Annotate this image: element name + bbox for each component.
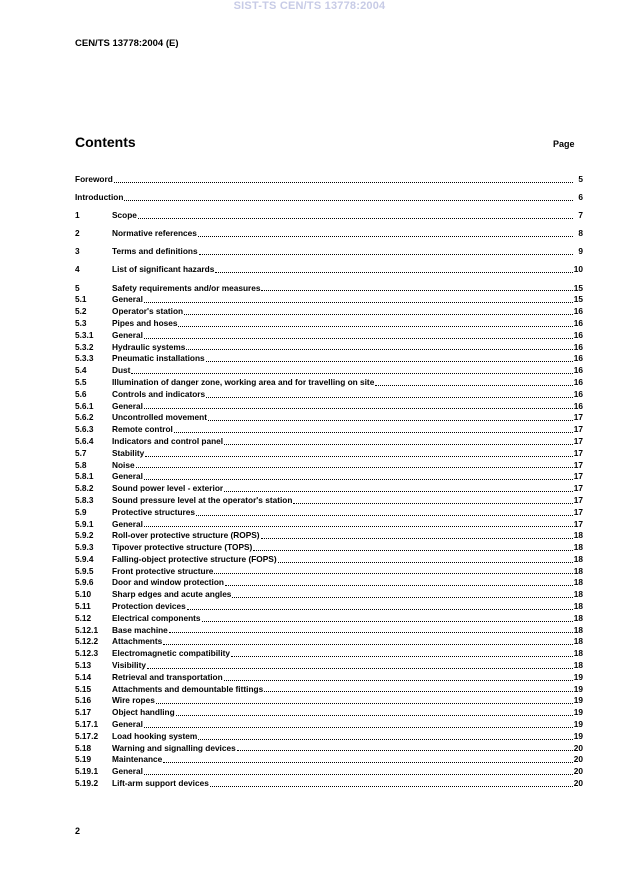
dot-leader: [144, 479, 573, 480]
toc-entry-page: 20: [573, 766, 583, 777]
toc-entry-number: 5.19: [75, 754, 92, 765]
toc-entry[interactable]: [75, 778, 583, 790]
dot-leader: [144, 727, 573, 728]
toc-entry[interactable]: [75, 436, 583, 448]
toc-entry-title: General: [112, 766, 143, 777]
page-title: Contents: [75, 134, 136, 150]
toc-entry-number: 5.8: [75, 459, 87, 470]
toc-entry-number: 1: [75, 210, 80, 221]
toc-entry-number: 5.9.1: [75, 518, 94, 529]
toc-entry-title: Sound pressure level at the operator's station: [112, 494, 293, 505]
toc-entry[interactable]: [75, 754, 583, 766]
toc-entry-page: 18: [573, 565, 583, 576]
toc-entry-title: Protective structures: [112, 506, 196, 517]
toc-entry-number: 5.6.1: [75, 400, 94, 411]
toc-entry-number: 5.4: [75, 365, 87, 376]
dot-leader: [237, 750, 573, 751]
toc-entry-number: 5.6: [75, 388, 87, 399]
toc-entry-title: Introduction: [75, 192, 124, 203]
toc-entry-title: General: [112, 400, 143, 411]
toc-entry-page: 17: [573, 494, 583, 505]
toc-entry-number: 5.8.2: [75, 483, 94, 494]
toc-entry-number: 5: [75, 282, 80, 293]
toc-entry-page: 20: [573, 754, 583, 765]
toc-entry[interactable]: [75, 318, 583, 330]
toc-entry[interactable]: [75, 577, 583, 589]
toc-entry-page: 18: [573, 636, 583, 647]
toc-entry-page: 19: [573, 730, 583, 741]
toc-entry-page: 18: [573, 624, 583, 635]
dot-leader: [196, 515, 573, 516]
toc-entry-number: 5.9.3: [75, 542, 94, 553]
toc-entry-number: 4: [75, 264, 80, 275]
toc-entry-title: Controls and indicators: [112, 388, 206, 399]
toc-entry[interactable]: [75, 246, 583, 258]
toc-entry-number: 5.12.2: [75, 636, 99, 647]
toc-entry-page: 19: [573, 719, 583, 730]
toc-entry-page: 16: [573, 341, 583, 352]
toc-entry-number: 5.9.4: [75, 553, 94, 564]
toc-entry-title: Maintenance: [112, 754, 163, 765]
toc-entry[interactable]: [75, 294, 583, 306]
toc-entry-page: 17: [573, 518, 583, 529]
toc-entry-number: 5.3.1: [75, 329, 94, 340]
toc-entry[interactable]: [75, 483, 583, 495]
dot-leader: [144, 774, 573, 775]
toc-entry-page: 10: [573, 264, 583, 275]
toc-entry-title: Attachments: [112, 636, 163, 647]
toc-entry-number: 3: [75, 246, 80, 257]
toc-entry-page: 9: [578, 246, 583, 257]
dot-leader: [264, 691, 573, 692]
toc-entry-page: 19: [573, 683, 583, 694]
toc-entry[interactable]: [75, 264, 583, 276]
toc-entry-title: Warning and signalling devices: [112, 742, 236, 753]
toc-entry-title: Foreword: [75, 174, 113, 184]
toc-entry-page: 18: [573, 589, 583, 600]
toc-entry-title: Visibility: [112, 660, 146, 671]
toc-entry[interactable]: [75, 743, 583, 755]
toc-entry[interactable]: [75, 601, 583, 613]
dot-leader: [144, 526, 573, 527]
dot-leader: [156, 703, 573, 704]
dot-leader: [261, 538, 573, 539]
toc-entry-title: Sharp edges and acute angles: [112, 589, 232, 600]
dot-leader: [163, 762, 573, 763]
toc-entry-page: 17: [573, 424, 583, 435]
toc-entry[interactable]: [75, 530, 583, 542]
toc-entry-page: 18: [573, 542, 583, 553]
toc-entry-page: 16: [573, 306, 583, 317]
toc-entry[interactable]: [75, 695, 583, 707]
toc-entry-number: 5.9.5: [75, 565, 94, 576]
dot-leader: [375, 385, 572, 386]
dot-leader: [124, 200, 573, 201]
dot-leader: [178, 326, 572, 327]
toc-entry-title: Front protective structure: [112, 565, 214, 576]
toc-entry[interactable]: [75, 353, 583, 365]
toc-entry-title: Roll-over protective structure (ROPS): [112, 530, 260, 541]
toc-entry-page: 7: [578, 210, 583, 221]
toc-entry-number: 5.17.1: [75, 719, 99, 730]
dot-leader: [136, 467, 573, 468]
toc-entry-number: 5.19.2: [75, 778, 99, 789]
toc-entry-number: 5.9.2: [75, 530, 94, 541]
toc-entry-page: 19: [573, 707, 583, 718]
dot-leader: [144, 338, 573, 339]
dot-leader: [231, 656, 573, 657]
toc-entry-page: 19: [573, 695, 583, 706]
toc-entry-title: Hydraulic systems: [112, 341, 186, 352]
toc-entry-title: Pipes and hoses: [112, 317, 178, 328]
dot-leader: [145, 456, 572, 457]
toc-entry[interactable]: [75, 401, 583, 413]
toc-entry[interactable]: [75, 566, 583, 578]
dot-leader: [224, 491, 573, 492]
toc-entry-page: 16: [573, 317, 583, 328]
dot-leader: [208, 420, 573, 421]
toc-entry-title: Illumination of danger zone, working area and for travelling on site: [112, 376, 375, 387]
toc-entry-page: 18: [573, 660, 583, 671]
toc-entry-title: Retrieval and transportation: [112, 671, 223, 682]
toc-entry-number: 5.19.1: [75, 766, 99, 777]
toc-entry-page: 17: [573, 459, 583, 470]
toc-entry[interactable]: [75, 471, 583, 483]
toc-entry-page: 16: [573, 388, 583, 399]
toc-entry[interactable]: [75, 342, 583, 354]
toc-entry-page: 18: [573, 612, 583, 623]
toc-entry-title: Wire ropes: [112, 695, 155, 706]
toc-entry-page: 18: [573, 530, 583, 541]
toc-entry-page: 18: [573, 553, 583, 564]
dot-leader: [225, 585, 573, 586]
dot-leader: [215, 272, 572, 273]
watermark: SIST-TS CEN/TS 13778:2004: [233, 0, 386, 12]
dot-leader: [147, 668, 573, 669]
toc-entry-number: 5.12: [75, 612, 92, 623]
toc-entry-page: 16: [573, 329, 583, 340]
dot-leader: [214, 573, 572, 574]
dot-leader: [232, 597, 572, 598]
toc-entry-title: Object handling: [112, 707, 175, 718]
toc-entry[interactable]: [75, 625, 583, 637]
toc-entry-number: 2: [75, 228, 80, 239]
toc-entry[interactable]: [75, 210, 583, 222]
toc-entry-number: 5.14: [75, 671, 92, 682]
toc-entry-number: 5.1: [75, 294, 87, 305]
toc-entry-number: 5.5: [75, 376, 87, 387]
toc-entry-page: 16: [573, 353, 583, 364]
toc-entry-number: 5.10: [75, 589, 92, 600]
toc-entry-title: Stability: [112, 447, 145, 458]
dot-leader: [261, 290, 572, 291]
toc-entry-page: 17: [573, 483, 583, 494]
dot-leader: [187, 609, 573, 610]
dot-leader: [144, 408, 573, 409]
toc-entry-title: Sound power level - exterior: [112, 483, 224, 494]
toc-entry-title: Normative references: [112, 228, 197, 239]
dot-leader: [144, 302, 573, 303]
toc-entry-number: 5.12.3: [75, 648, 99, 659]
toc-entry[interactable]: [75, 448, 583, 460]
toc-entry-title: Attachments and demountable fittings: [112, 683, 264, 694]
toc-entry-number: 5.9.6: [75, 577, 94, 588]
toc-entry-page: 17: [573, 412, 583, 423]
toc-entry-page: 18: [573, 577, 583, 588]
toc-entry-title: Tipover protective structure (TOPS): [112, 542, 253, 553]
toc-entry[interactable]: [75, 228, 583, 240]
toc-entry-page: 16: [573, 365, 583, 376]
toc-entry-title: Scope: [112, 210, 137, 221]
toc-entry-number: 5.16: [75, 695, 92, 706]
toc-entry-title: List of significant hazards: [112, 264, 215, 275]
toc-entry-title: Lift-arm support devices: [112, 778, 209, 789]
dot-leader: [198, 236, 573, 237]
toc-entry[interactable]: [75, 519, 583, 531]
toc-entry-page: 17: [573, 506, 583, 517]
toc-entry-number: 5.15: [75, 683, 92, 694]
toc-entry-title: Door and window protection: [112, 577, 224, 588]
toc-entry[interactable]: [75, 174, 583, 186]
toc-entry-title: Dust: [112, 365, 131, 376]
toc-entry-title: Base machine: [112, 624, 168, 635]
dot-leader: [174, 432, 573, 433]
toc-entry[interactable]: [75, 460, 583, 472]
toc-entry[interactable]: [75, 719, 583, 731]
dot-leader: [278, 562, 573, 563]
toc-entry-page: 8: [578, 228, 583, 239]
toc-entry-title: General: [112, 518, 143, 529]
dot-leader: [210, 786, 573, 787]
toc-entry[interactable]: [75, 707, 583, 719]
toc-entry[interactable]: [75, 589, 583, 601]
dot-leader: [199, 254, 573, 255]
toc-entry-number: 5.6.3: [75, 424, 94, 435]
toc-entry[interactable]: [75, 731, 583, 743]
toc-entry[interactable]: [75, 766, 583, 778]
toc-entry-title: Uncontrolled movement: [112, 412, 207, 423]
toc-entry-title: Electromagnetic compatibility: [112, 648, 231, 659]
toc-entry-number: 5.6.2: [75, 412, 94, 423]
toc-entry-number: 5.11: [75, 601, 91, 612]
toc-entry[interactable]: [75, 636, 583, 648]
dot-leader: [224, 444, 573, 445]
dot-leader: [184, 314, 573, 315]
toc-entry-page: 20: [573, 742, 583, 753]
toc-entry-number: 5.3: [75, 317, 87, 328]
toc-entry-number: 5.8.3: [75, 494, 94, 505]
toc-entry-title: Protection devices: [112, 601, 186, 612]
toc-entry[interactable]: [75, 495, 583, 507]
toc-entry-page: 20: [573, 778, 583, 789]
toc-entry-page: 17: [573, 447, 583, 458]
toc-entry[interactable]: [75, 389, 583, 401]
dot-leader: [224, 680, 573, 681]
toc-entry[interactable]: [75, 507, 583, 519]
toc-entry-page: 15: [573, 282, 583, 293]
toc-entry-number: 5.17.2: [75, 730, 99, 741]
toc-entry-page: 5: [578, 174, 583, 184]
toc-entry-page: 16: [573, 400, 583, 411]
toc-entry-page: 6: [578, 192, 583, 203]
toc-entry-page: 15: [573, 294, 583, 305]
toc-entry-number: 5.9: [75, 506, 87, 517]
toc-entry[interactable]: [75, 377, 583, 389]
toc-entry[interactable]: [75, 660, 583, 672]
toc-entry-title: Electrical components: [112, 612, 201, 623]
toc-entry-page: 18: [573, 648, 583, 659]
toc-entry-number: 5.3.3: [75, 353, 94, 364]
toc-entry[interactable]: [75, 412, 583, 424]
toc-entry-title: Operator's station: [112, 306, 184, 317]
toc-entry[interactable]: [75, 424, 583, 436]
toc-entry-title: Indicators and control panel: [112, 435, 224, 446]
toc-entry[interactable]: [75, 554, 583, 566]
dot-leader: [176, 715, 573, 716]
page-number: 2: [75, 826, 81, 836]
toc-entry-number: 5.3.2: [75, 341, 94, 352]
dot-leader: [131, 373, 572, 374]
toc-entry-title: Falling-object protective structure (FOPS): [112, 553, 277, 564]
dot-leader: [163, 644, 573, 645]
toc-entry[interactable]: [75, 330, 583, 342]
dot-leader: [138, 218, 573, 219]
toc-entry-number: 5.2: [75, 306, 87, 317]
toc-entry-page: 17: [573, 435, 583, 446]
toc-entry[interactable]: [75, 192, 583, 204]
toc-entry[interactable]: [75, 613, 583, 625]
toc-entry-page: 18: [573, 601, 583, 612]
toc-entry[interactable]: [75, 283, 583, 295]
dot-leader: [186, 349, 572, 350]
dot-leader: [293, 503, 572, 504]
toc-entry-number: 5.12.1: [75, 624, 99, 635]
toc-entry[interactable]: [75, 542, 583, 554]
dot-leader: [206, 361, 573, 362]
toc-entry-number: 5.13: [75, 660, 92, 671]
toc-entry[interactable]: [75, 365, 583, 377]
toc-entry-page: 19: [573, 671, 583, 682]
toc-entry-title: General: [112, 329, 143, 340]
dot-leader: [114, 182, 573, 183]
dot-leader: [202, 621, 573, 622]
toc-entry-page: 17: [573, 471, 583, 482]
dot-leader: [198, 739, 572, 740]
dot-leader: [206, 397, 573, 398]
toc-entry[interactable]: [75, 306, 583, 318]
toc-entry[interactable]: [75, 684, 583, 696]
page-column-label: Page: [553, 139, 575, 149]
toc-entry-title: Noise: [112, 459, 135, 470]
toc-entry-title: Safety requirements and/or measures: [112, 282, 261, 293]
toc-entry[interactable]: [75, 672, 583, 684]
toc-entry-title: General: [112, 719, 143, 730]
toc-entry-number: 5.7: [75, 447, 87, 458]
toc-entry-page: 16: [573, 376, 583, 387]
dot-leader: [253, 550, 572, 551]
toc-entry-number: 5.8.1: [75, 471, 94, 482]
toc-entry-title: General: [112, 294, 143, 305]
toc-entry-title: Pneumatic installations: [112, 353, 205, 364]
toc-entry-number: 5.17: [75, 707, 92, 718]
toc-entry-title: Terms and definitions: [112, 246, 198, 257]
dot-leader: [169, 632, 573, 633]
toc-entry-number: 5.6.4: [75, 435, 94, 446]
document-id: CEN/TS 13778:2004 (E): [75, 38, 179, 49]
toc-entry-title: Remote control: [112, 424, 173, 435]
toc-entry-number: 5.18: [75, 742, 92, 753]
toc-entry-title: Load hooking system: [112, 730, 198, 741]
toc-entry[interactable]: [75, 648, 583, 660]
toc-entry-title: General: [112, 471, 143, 482]
table-of-contents: [75, 174, 583, 790]
